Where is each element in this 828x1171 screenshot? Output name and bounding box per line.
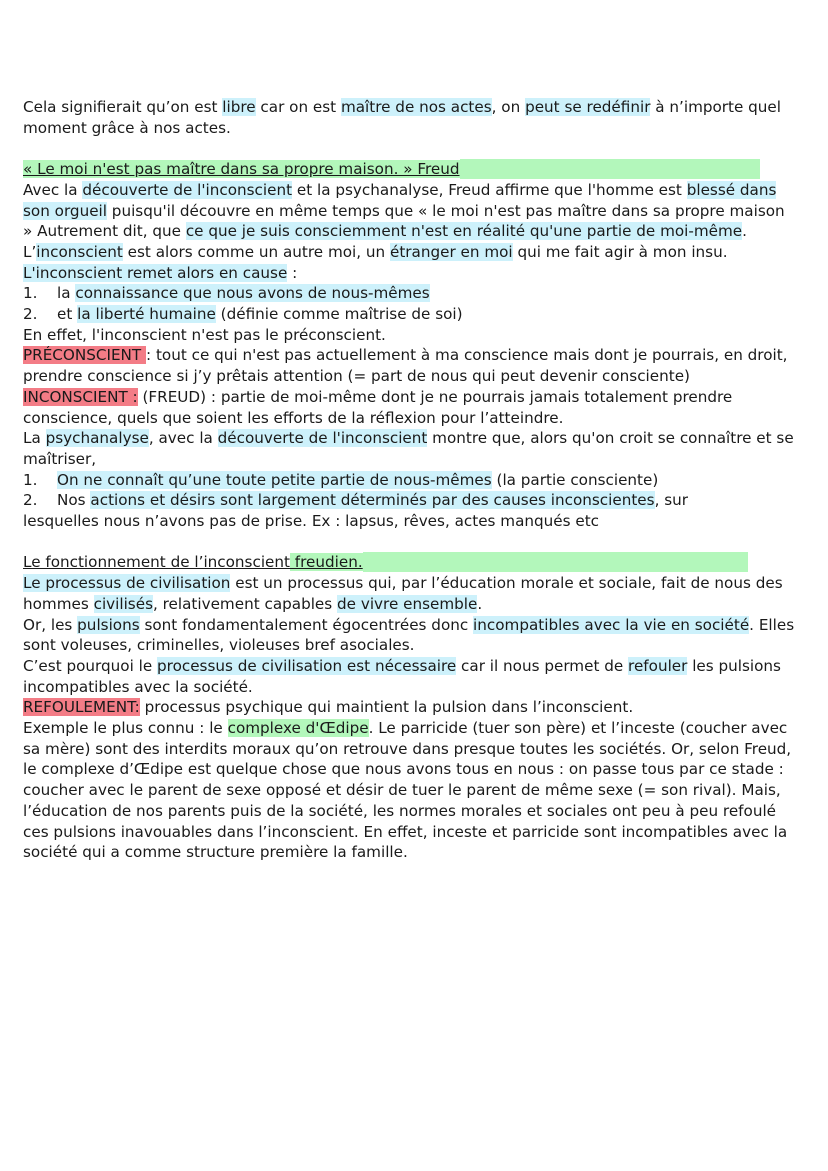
definition-refoulement: REFOULEMENT: processus psychique qui maintient la pulsion dans l’inconscient. (23, 698, 634, 717)
definition-unconscious: INCONSCIENT : (FREUD) : partie de moi-même dont je ne pourrais jamais totalement prendre conscience, quels que soient les efforts de la réflexion pour l’atteindre. (23, 387, 733, 427)
paragraph-psychoanalysis: La psychanalyse, avec la découverte de l'inconscient montre que, alors qu'on croit se connaître et se maîtriser, (23, 429, 794, 468)
highlight: processus de civilisation est nécessaire (157, 656, 457, 675)
term-highlight: INCONSCIENT : (23, 387, 138, 406)
list-item: 1. la connaissance que nous avons de nous-mêmes (23, 284, 430, 303)
section-heading-freud-quote: « Le moi n'est pas maître dans sa propre maison. » Freud (23, 159, 798, 180)
highlight: de vivre ensemble (337, 594, 478, 613)
paragraph-preconscious-intro: En effet, l'inconscient n'est pas le préconscient. (23, 325, 386, 344)
highlight: Le processus de civilisation (23, 574, 231, 593)
list-item: 2. Nos actions et désirs sont largement déterminés par des causes inconscientes, sur (23, 491, 689, 510)
highlight: ce que je suis consciemment n'est en réalité qu'une partie de moi-même (185, 222, 743, 241)
highlight: étranger en moi (390, 242, 513, 261)
heading-highlight-bar (363, 552, 748, 572)
term-highlight: PRÉCONSCIENT (23, 346, 147, 365)
highlight: connaissance que nous avons de nous-mêmes (75, 284, 430, 303)
highlight: découverte de l'inconscient (82, 180, 293, 199)
highlight: peut se redéfinir (525, 98, 651, 116)
paragraph-pulsions: Or, les pulsions sont fondamentalement égocentrées donc incompatibles avec la vie en société. Elles sont voleuses, criminelles, violeuses bref asociales. (23, 615, 795, 655)
highlight: découverte de l'inconscient (217, 429, 428, 448)
highlight: refouler (628, 656, 688, 675)
highlight: libre (222, 98, 256, 116)
intro-paragraph: Cela signifierait qu’on est libre car on est maître de nos actes, on peut se redéfinir à n’importe quel moment grâce à nos actes. (23, 98, 781, 137)
highlight: civilisés (93, 594, 153, 613)
highlight: la liberté humaine (77, 305, 216, 324)
definition-preconscious: PRÉCONSCIENT : tout ce qui n'est pas actuellement à ma conscience mais dont je pourrais, en droit, prendre conscience si j’y prêtais attention (= part de nous qui peut devenir consciente) (23, 346, 788, 386)
list-item: 2. et la liberté humaine (définie comme maîtrise de soi) (23, 305, 463, 324)
highlight: On ne connaît qu’une toute petite partie de nous-mêmes (57, 470, 492, 489)
highlight: pulsions (77, 615, 140, 634)
paragraph-freud-discovery: Avec la découverte de l'inconscient et la psychanalyse, Freud affirme que l'homme est blessé dans son orgueil puisqu'il découvre en même temps que « le moi n'est pas maître dans sa propre maison » Autrement dit, que ce que je suis consciemment n'est en réalité qu'une partie de moi-même. L’inconscient est alors comme un autre moi, un étranger en moi qui me fait agir à mon insu. L'inconscient remet alors en cause : (23, 180, 785, 282)
highlight: actions et désirs sont largement déterminés par des causes inconscientes (90, 491, 655, 510)
highlight: psychanalyse (45, 429, 149, 448)
highlight: incompatibles avec la vie en société (473, 615, 750, 634)
highlight: inconscient (36, 242, 123, 261)
highlight: L'inconscient remet alors en cause (23, 263, 288, 282)
heading-highlight-bar (460, 159, 760, 179)
highlight: maître de nos actes (340, 98, 492, 116)
paragraph-oedipe: Exemple le plus connu : le complexe d'Œdipe. Le parricide (tuer son père) et l’inceste (coucher avec sa mère) sont des interdits moraux qu’on retrouve dans presque toutes les sociétés. Or, selon Freud, le complexe d’Œdipe est quelque chose que nous avons tous en nous : on passe tous par ce stade : coucher avec le parent de sexe opposé et désir de tuer le parent de même sexe (= son rival). Mais, l’éducation de nos parents puis de la société, les normes morales et sociales ont peu à peu refoulé ces pulsions inavouables dans l’inconscient. En effet, inceste et parricide sont incompatibles avec la société qui a comme structure première la famille. (23, 719, 792, 862)
paragraph-examples: lesquelles nous n’avons pas de prise. Ex : lapsus, rêves, actes manqués etc (23, 512, 600, 531)
list-item: 1. On ne connaît qu’une toute petite partie de nous-mêmes (la partie consciente) (23, 470, 659, 489)
highlight: complexe d'Œdipe (227, 719, 369, 738)
paragraph-refouler: C’est pourquoi le processus de civilisation est nécessaire car il nous permet de refouler les pulsions incompatibles avec la société. (23, 656, 781, 696)
section-heading-unconscious-functioning: Le fonctionnement de l’inconscient freudien. (23, 552, 798, 573)
term-highlight: REFOULEMENT: (23, 698, 140, 717)
paragraph-civilisation: Le processus de civilisation est un processus qui, par l’éducation morale et sociale, fait de nous des hommes civilisés, relativement capables de vivre ensemble. (23, 574, 783, 613)
highlight: blessé dans son orgueil (23, 180, 777, 220)
